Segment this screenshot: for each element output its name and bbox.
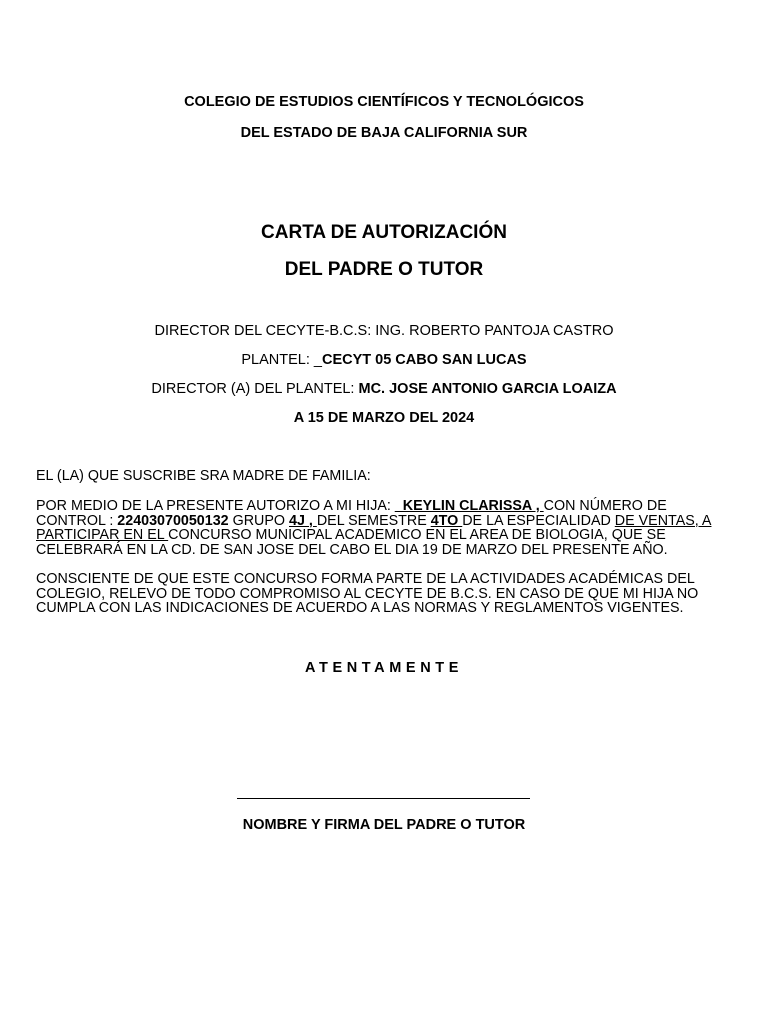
- student-name: _KEYLIN CLARISSA ,: [394, 498, 544, 514]
- closing-regards: ATENTAMENTE: [305, 660, 463, 676]
- school-name-line-1: COLEGIO DE ESTUDIOS CIENTÍFICOS Y TECNOLÓGICOS: [184, 94, 584, 110]
- auth-text-6: CONCURSO MUNICIPAL ACADEMICO EN EL AREA DE BIOLOGIA, QUE SE CELEBRARÁ EN LA CD. DE SAN JOSE DEL CABO EL DIA 19 DE MARZO DEL PRESENTE AÑO.: [36, 527, 668, 558]
- group-value: 4J ,: [289, 512, 317, 529]
- auth-text-3: GRUPO: [228, 512, 289, 529]
- signature-line: [237, 798, 530, 799]
- semester-value: 4TO: [430, 512, 463, 529]
- plantel-label: PLANTEL: _: [241, 352, 322, 368]
- plantel-director-label: DIRECTOR (A) DEL PLANTEL:: [151, 381, 359, 397]
- salutation: EL (LA) QUE SUSCRIBE SRA MADRE DE FAMILIA:: [36, 468, 371, 484]
- auth-text-1: POR MEDIO DE LA PRESENTE AUTORIZO A MI HIJA:: [36, 498, 395, 514]
- authorization-paragraph: [36, 499, 736, 557]
- auth-text-4: DEL SEMESTRE: [316, 512, 431, 529]
- control-number: 22403070050132: [117, 512, 229, 529]
- letter-title-line-2: DEL PADRE O TUTOR: [284, 259, 484, 280]
- school-name-line-2: DEL ESTADO DE BAJA CALIFORNIA SUR: [240, 125, 528, 141]
- plantel-director-value: MC. JOSE ANTONIO GARCIA LOAIZA: [358, 381, 617, 397]
- plantel-director-line: [0, 381, 768, 397]
- letter-title-line-1: CARTA DE AUTORIZACIÓN: [261, 222, 507, 243]
- auth-text-2: CON NÚMERO DE CONTROL :: [36, 498, 667, 529]
- plantel-line: [0, 352, 768, 368]
- auth-text-5: DE LA ESPECIALIDAD: [462, 512, 615, 529]
- responsibility-paragraph: CONSCIENTE DE QUE ESTE CONCURSO FORMA PARTE DE LA ACTIVIDADES ACADÉMICAS DEL COLEGIO, RELEVO DE TODO COMPROMISO AL CECYTE DE B.C.S. EN CASO DE QUE MI HIJA NO CUMPLA CON LAS INDICACIONES DE ACUERDO A LAS NORMAS Y REGLAMENTOS VIGENTES.: [36, 571, 699, 617]
- letter-date: A 15 DE MARZO DEL 2024: [293, 410, 475, 426]
- specialty-value: DE VENTAS, A PARTICIPAR EN EL: [36, 512, 712, 544]
- plantel-value: CECYT 05 CABO SAN LUCAS: [321, 352, 527, 368]
- cecyte-director-line: DIRECTOR DEL CECYTE-B.C.S: ING. ROBERTO PANTOJA CASTRO: [154, 323, 614, 339]
- signature-caption: NOMBRE Y FIRMA DEL PADRE O TUTOR: [242, 817, 526, 833]
